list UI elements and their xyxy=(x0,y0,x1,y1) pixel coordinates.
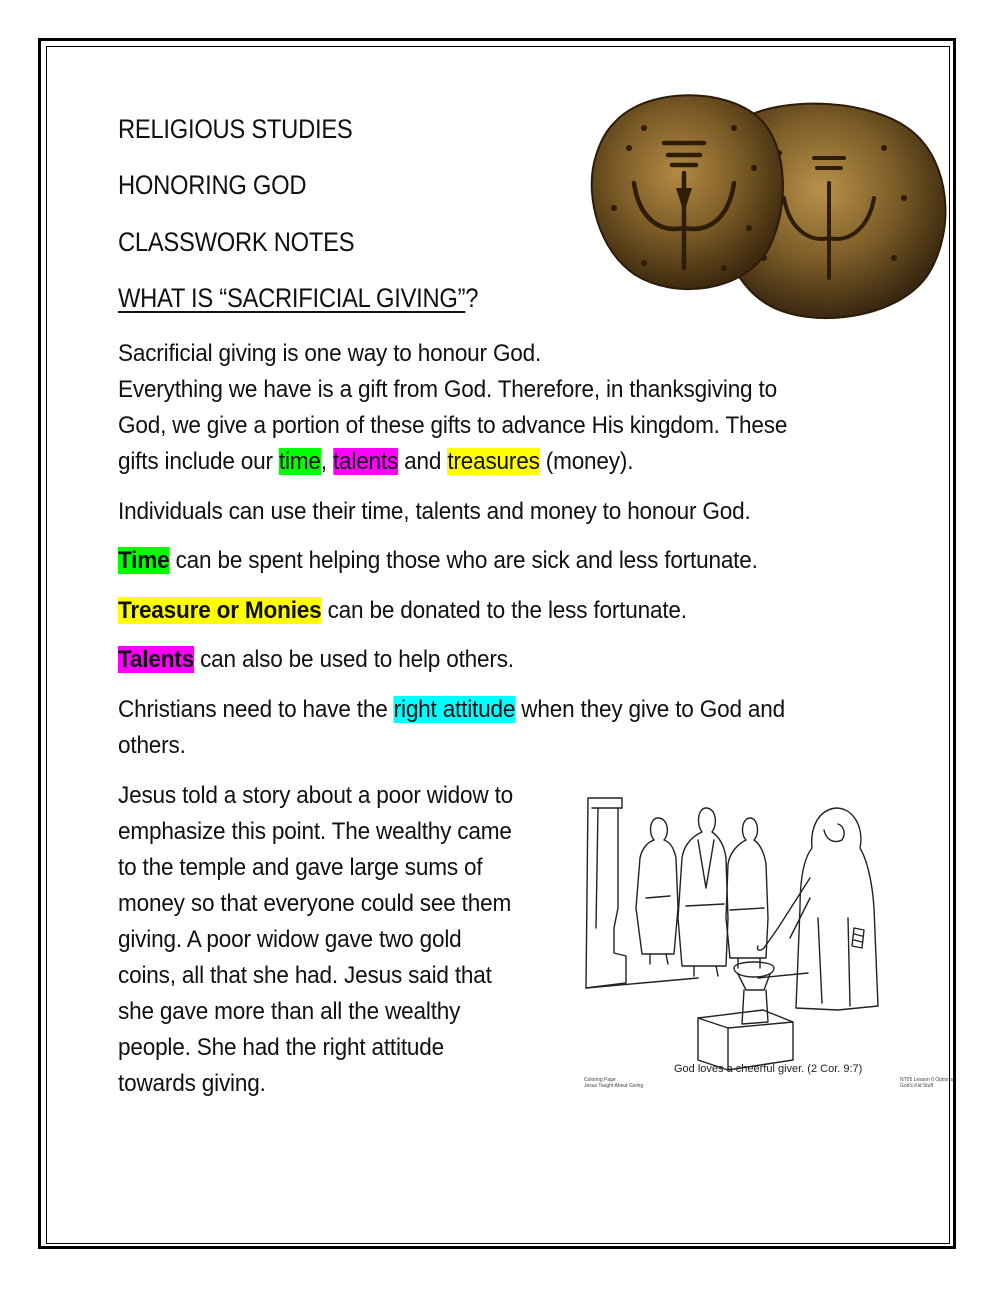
term-talents: Talents xyxy=(118,646,194,673)
term-treasure: Treasure or Monies xyxy=(118,597,322,624)
talents-paragraph xyxy=(118,642,878,678)
highlight-treasures: treasures xyxy=(447,448,540,475)
widow-offering-illustration xyxy=(578,778,950,1098)
highlight-time: time xyxy=(278,448,321,475)
coins-image xyxy=(584,78,954,328)
question-heading xyxy=(118,283,478,314)
illustration-credit-right-1: NT05 Lesson 6 Optional xyxy=(900,1077,954,1083)
intro-line-4-end: (money). xyxy=(539,448,634,475)
question-mark: ? xyxy=(465,283,479,313)
time-paragraph xyxy=(118,543,878,579)
highlight-right-attitude: right attitude xyxy=(393,696,516,723)
intro-line-4 xyxy=(118,444,832,480)
story-line: Jesus told a story about a poor widow to xyxy=(118,782,514,809)
subject-heading: RELIGIOUS STUDIES xyxy=(118,114,353,144)
story-line: to the temple and gave large sums of xyxy=(118,854,483,881)
attitude-pre: Christians need to have the xyxy=(118,696,394,723)
intro-line-3: God, we give a portion of these gifts to advance His kingdom. These xyxy=(118,412,788,439)
intro-paragraph xyxy=(118,336,878,480)
story-line: people. She had the right attitude xyxy=(118,1034,445,1061)
story-line: emphasize this point. The wealthy came xyxy=(118,818,512,845)
widow-story xyxy=(118,778,568,1102)
story-line: she gave more than all the wealthy xyxy=(118,998,461,1025)
story-line: coins, all that she had. Jesus said that xyxy=(118,962,492,989)
individuals-text: Individuals can use their time, talents and money to honour God. xyxy=(118,498,751,525)
illustration-caption: God loves a cheerful giver. (2 Cor. 9:7) xyxy=(674,1063,863,1075)
illustration-credit-left-2: Jesus Taught About Giving xyxy=(584,1083,644,1089)
story-line: money so that everyone could see them xyxy=(118,890,512,917)
individuals-paragraph xyxy=(118,494,878,530)
treasure-paragraph xyxy=(118,593,878,629)
intro-line-1: Sacrificial giving is one way to honour God. xyxy=(118,340,542,367)
time-description: can be spent helping those who are sick and less fortunate. xyxy=(169,547,758,574)
talents-description: can also be used to help others. xyxy=(193,646,514,673)
attitude-post: when they give to God and xyxy=(515,696,785,723)
story-line: towards giving. xyxy=(118,1070,266,1097)
coin-front xyxy=(592,95,783,289)
question-heading-text: WHAT IS “SACRIFICIAL GIVING” xyxy=(118,283,466,313)
and-word: and xyxy=(398,448,448,475)
intro-line-2: Everything we have is a gift from God. Therefore, in thanksgiving to xyxy=(118,376,777,403)
notes-heading: CLASSWORK NOTES xyxy=(118,227,355,257)
term-time: Time xyxy=(118,547,170,574)
highlight-talents: talents xyxy=(332,448,399,475)
treasure-description: can be donated to the less fortunate. xyxy=(321,597,687,624)
attitude-line-2: others. xyxy=(118,732,186,759)
story-line: giving. A poor widow gave two gold xyxy=(118,926,462,953)
illustration-credit-right-2: God's Kid Stuff xyxy=(900,1083,934,1089)
topic-heading: HONORING GOD xyxy=(118,170,307,200)
comma: , xyxy=(320,448,333,475)
intro-line-4-start: gifts include our xyxy=(118,448,279,475)
attitude-paragraph xyxy=(118,692,878,764)
illustration-credit-left-1: Coloring Page xyxy=(584,1077,616,1083)
